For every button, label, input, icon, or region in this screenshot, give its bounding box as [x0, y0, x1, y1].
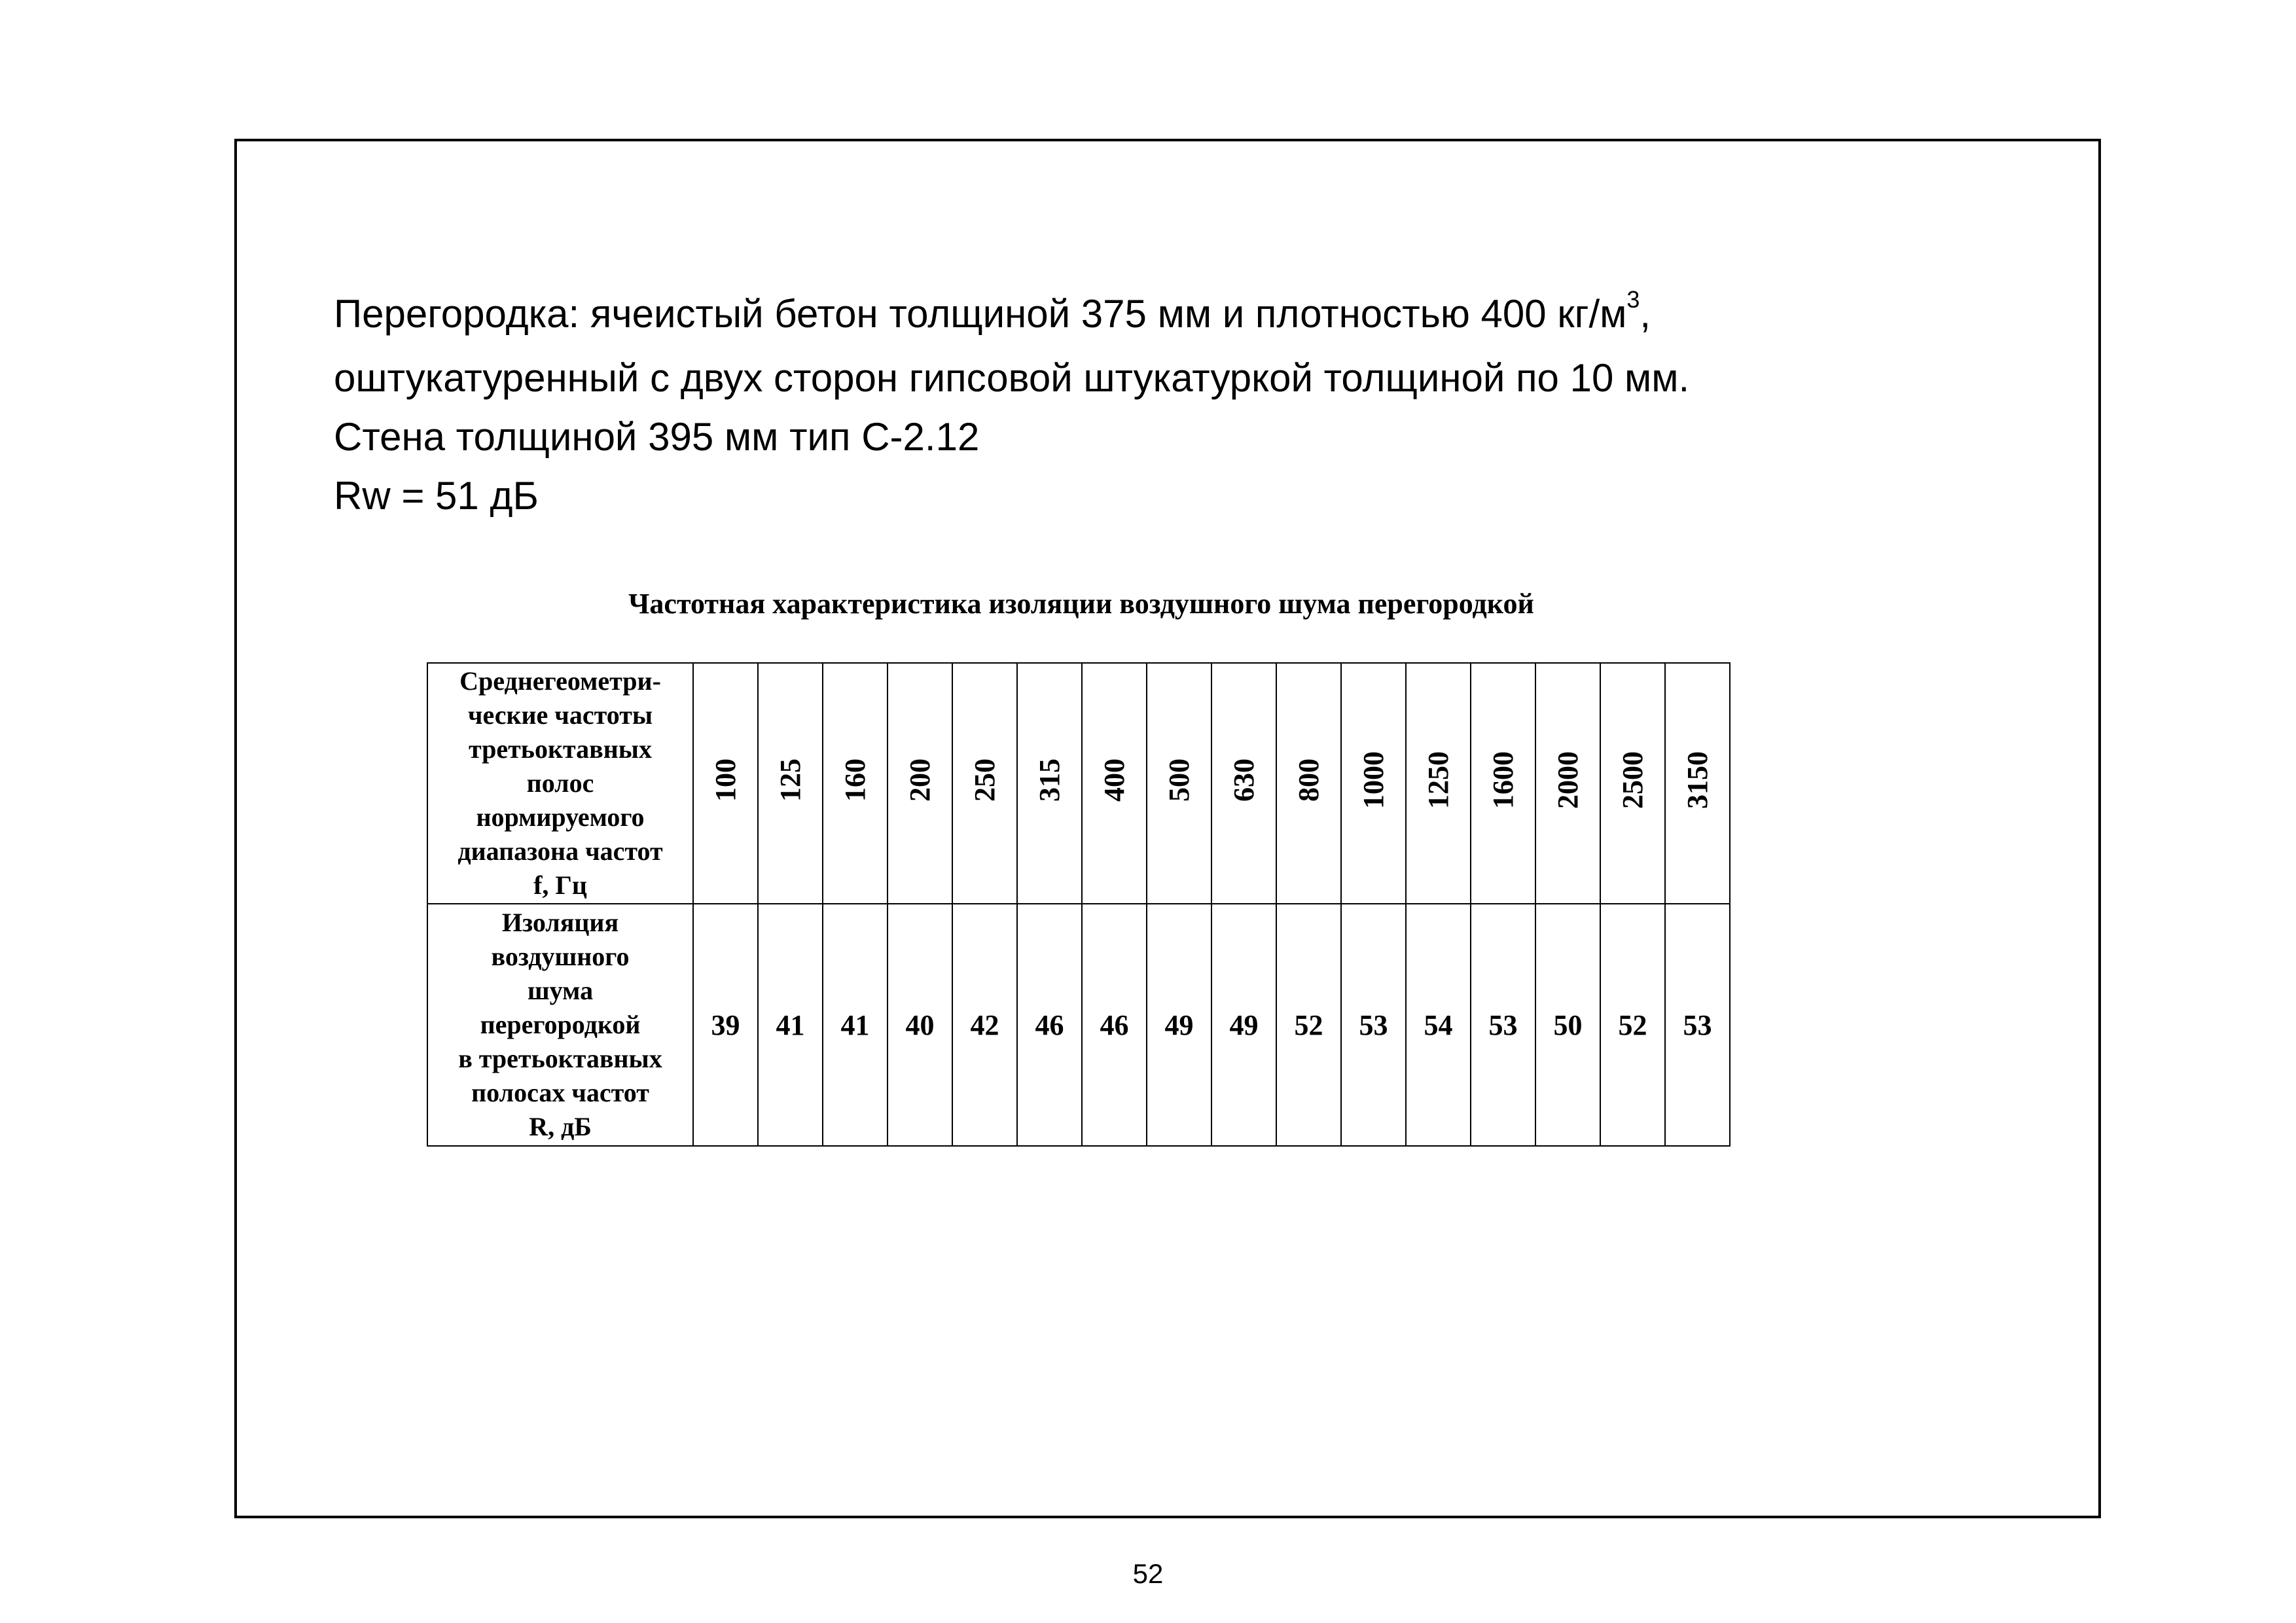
frequency-value: 315 [1033, 758, 1066, 802]
insulation-value: 49 [1211, 904, 1276, 1146]
frequency-cell [1082, 663, 1147, 904]
insulation-value: 42 [952, 904, 1017, 1146]
insulation-value: 50 [1535, 904, 1600, 1146]
frequency-row [427, 663, 1730, 904]
frequency-value: 400 [1098, 758, 1130, 802]
insulation-value: 54 [1406, 904, 1471, 1146]
frequency-value: 500 [1162, 758, 1195, 802]
frequency-cell [1535, 663, 1600, 904]
insulation-row-header [427, 904, 693, 1146]
frequency-value: 630 [1227, 758, 1260, 802]
freq-label-line: ческие частоты [467, 700, 653, 730]
rw-value: Rw = 51 дБ [334, 474, 539, 518]
frequency-cell [1600, 663, 1665, 904]
description-line-1 [334, 285, 1970, 349]
r-label-line: полосах частот [471, 1078, 649, 1107]
insulation-value: 53 [1665, 904, 1730, 1146]
page-number: 52 [1132, 1558, 1164, 1589]
insulation-value: 53 [1471, 904, 1535, 1146]
table-title: Частотная характеристика изоляции воздушного шума перегородкой [628, 588, 1534, 620]
description-line-1-end: , [1640, 292, 1651, 336]
insulation-value: 41 [823, 904, 888, 1146]
r-label-line: шума [527, 976, 594, 1005]
frequency-value: 200 [903, 758, 936, 802]
insulation-value: 49 [1147, 904, 1211, 1146]
description-line-1-text: Перегородка: ячеистый бетон толщиной 375 мм и плотностью 400 кг/м [334, 292, 1627, 336]
description-line-3: Стена толщиной 395 мм тип С-2.12 [334, 415, 980, 459]
insulation-value: 39 [693, 904, 758, 1146]
insulation-value: 41 [758, 904, 823, 1146]
insulation-value: 46 [1082, 904, 1147, 1146]
frequency-cell [1211, 663, 1276, 904]
frequency-value: 1000 [1357, 751, 1390, 809]
frequency-cell [1276, 663, 1341, 904]
r-label-line: в третьоктавных [458, 1044, 662, 1073]
r-label-line: R, дБ [529, 1112, 592, 1141]
frequency-cell [888, 663, 952, 904]
frequency-cell [1406, 663, 1471, 904]
insulation-value: 46 [1017, 904, 1082, 1146]
frequency-value: 100 [709, 758, 742, 802]
frequency-value: 3150 [1681, 751, 1713, 809]
freq-label-line: Среднегеометри- [459, 666, 661, 696]
frequency-value: 1250 [1422, 751, 1454, 809]
freq-label-line: нормируемого [476, 802, 645, 832]
frequency-cell [693, 663, 758, 904]
r-label-line: воздушного [491, 942, 630, 971]
insulation-value: 52 [1600, 904, 1665, 1146]
frequency-cell [758, 663, 823, 904]
freq-label-line: третьоктавных [469, 734, 652, 764]
unit-superscript: 3 [1626, 286, 1640, 313]
frequency-cell [1665, 663, 1730, 904]
frequency-cell [1017, 663, 1082, 904]
r-label-line: перегородкой [480, 1010, 641, 1039]
freq-label-line: диапазона частот [457, 836, 663, 866]
frequency-value: 2500 [1616, 751, 1649, 809]
frequency-table [427, 662, 1731, 1147]
frequency-cell [952, 663, 1017, 904]
frequency-value: 160 [838, 758, 871, 802]
insulation-value: 40 [888, 904, 952, 1146]
description-line-2: оштукатуренный с двух сторон гипсовой штукатуркой толщиной по 10 мм. [334, 356, 1690, 400]
frequency-value: 800 [1292, 758, 1325, 802]
frequency-row-header [427, 663, 693, 904]
partition-description [334, 285, 1970, 526]
freq-label-line: полос [526, 768, 594, 798]
frequency-value: 250 [968, 758, 1001, 802]
frequency-value: 2000 [1551, 751, 1584, 809]
frequency-cell [1471, 663, 1535, 904]
frequency-value: 125 [774, 758, 806, 802]
freq-label-line: f, Гц [533, 870, 587, 900]
insulation-value: 53 [1341, 904, 1406, 1146]
frequency-cell [1341, 663, 1406, 904]
frequency-cell [1147, 663, 1211, 904]
r-label-line: Изоляция [501, 908, 619, 937]
insulation-row [427, 904, 1730, 1146]
insulation-value: 52 [1276, 904, 1341, 1146]
frequency-value: 1600 [1486, 751, 1519, 809]
frequency-cell [823, 663, 888, 904]
